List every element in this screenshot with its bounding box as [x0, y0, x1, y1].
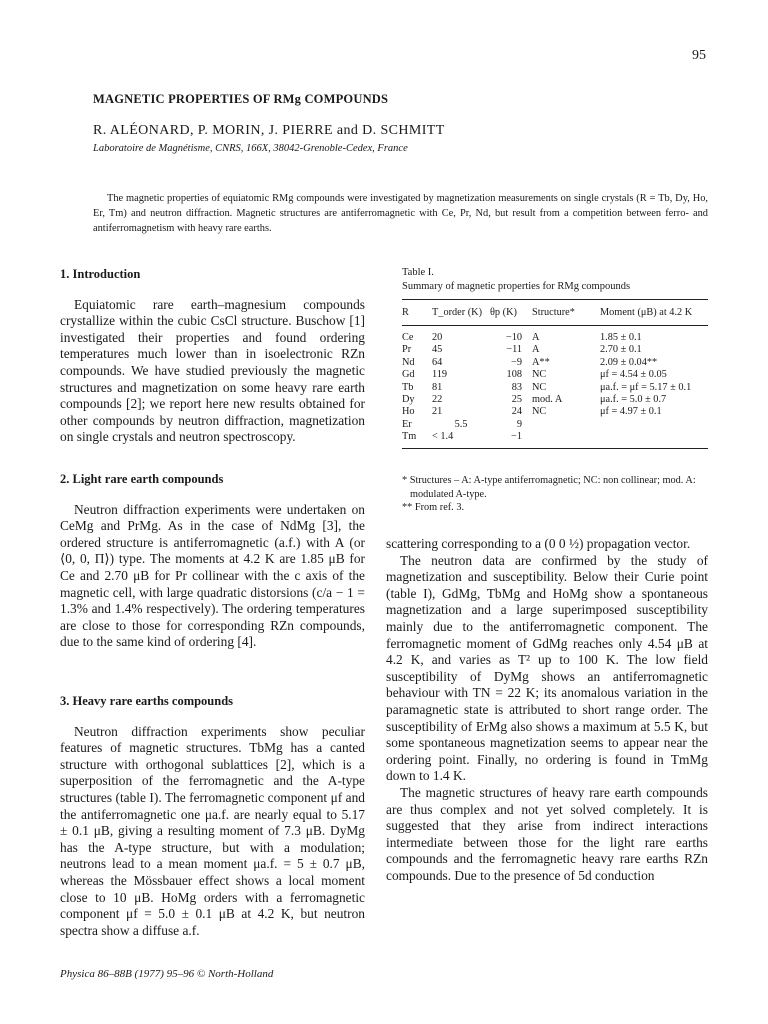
- authors: R. ALÉONARD, P. MORIN, J. PIERRE and D. SCHMITT: [93, 123, 445, 138]
- footnote: ** From ref. 3.: [402, 502, 465, 513]
- affiliation: Laboratoire de Magnétisme, CNRS, 166X, 38042-Grenoble-Cedex, France: [93, 143, 408, 154]
- paragraph: Equiatomic rare earth–magnesium compounds crystallize within the cubic CsCl structure. Buschow [1] investigated their properties and found ordering temperatures much lower than in isoelectronic RZn compounds. We have studied previously the magnetic structures and magnetization on some heavy rare earth compounds [2]; we report here new results obtained for other compounds by neutron diffraction, magnetization on single crystals and neutron spectroscopy.: [60, 296, 365, 445]
- cell: μa.f. = 5.0 ± 0.7: [600, 394, 667, 406]
- paragraph: The magnetic structures of heavy rare earth compounds are thus complex and not yet solved completely. It is suggested that they arise from indirect interactions intermediate between those for the light rare earths compounds and the ferromagnetic heavy rare earths RZn compounds. Due to the presence of 5d conduction: [386, 784, 708, 883]
- table-row: [402, 431, 708, 448]
- cell: μf = 4.54 ± 0.05: [600, 369, 667, 381]
- col-header: T_order (K): [432, 300, 490, 326]
- col-header: R: [402, 300, 432, 326]
- cell: Dy: [402, 394, 415, 406]
- cell: −9: [511, 356, 522, 368]
- abstract: The magnetic properties of equiatomic RMg compounds were investigated by magnetization measurements on single crystals (R = Tb, Dy, Ho, Er, Tm) and neutron diffraction. Magnetic structures are antiferromagnetic with Ce, Pr, Nd, but result from a competition between ferro- and antiferromagnetism with heavy rare earths.: [93, 193, 708, 234]
- footnote: * Structures – A: A-type antiferromagnetic; NC: non collinear; mod. A: modulated A-type.: [402, 475, 696, 500]
- cell: [600, 419, 708, 431]
- cell: NC: [532, 369, 547, 381]
- cell: Nd: [402, 356, 415, 368]
- cell: [532, 419, 600, 431]
- table-row: [402, 394, 708, 406]
- paragraph: Neutron diffraction experiments show peculiar features of magnetic structures. TbMg has a canted structure with orthogonal sublattices [2], which is a superposition of the ferromagnetic and the A-type structures (table I). The ferromagnetic component μf and the antiferromagnetic one μa.f. are nearly equal to 5.17 ± 0.1 μB, giving a resulting moment of 7.3 μB. DyMg has the A-type structure, but with a modulation; neutrons lead to a mean moment μa.f. = 5 ± 0.7 μB, whereas the Mössbauer effect shows a local moment close to 10 μB. HoMg orders with a ferromagnetic component μf = 5.0 ± 0.1 μB at 4.2 K, but neutron spectra show a diffuse a.f.: [60, 723, 365, 938]
- cell: NC: [532, 406, 547, 418]
- table-label: Table I.: [402, 267, 434, 278]
- section-introduction: [60, 266, 365, 446]
- cell: mod. A: [532, 394, 563, 406]
- cell: [600, 431, 708, 448]
- cell: 20: [432, 332, 443, 343]
- cell: μa.f. = μf = 5.17 ± 0.1: [600, 381, 692, 393]
- cell: 2.70 ± 0.1: [600, 344, 642, 356]
- journal-footer: Physica 86–88B (1977) 95–96 © North-Holland: [60, 968, 274, 980]
- paragraph: The neutron data are confirmed by the study of magnetization and susceptibility. Below their Curie point (table I), GdMg, TbMg and HoMg show a spontaneous magnetization and a large superimposed susceptibility mainly due to the antiferromagnetic component. The ferromagnetic moment of GdMg reaches only 4.54 μB at 4.2 K, and varies as T² up to 100 K. The low field susceptibility of DyMg shows an antiferromagnetic behaviour with TN = 22 K; its anomalous variation in the paramagnetic state is attributed to short range order. The susceptibility of ErMg also shows a maximum at 5.5 K, but some spontaneous magnetization seems to appear near the ordering point. Finally, no ordering is found in TmMg down to 1.4 K.: [386, 552, 708, 784]
- properties-table: [402, 299, 708, 449]
- cell: 21: [432, 406, 443, 418]
- section-heading: 3. Heavy rare earths compounds: [60, 694, 234, 708]
- section-light-rare-earth: [60, 471, 365, 651]
- page-number: 95: [692, 48, 706, 63]
- cell: 22: [432, 394, 443, 406]
- cell: NC: [532, 381, 547, 393]
- cell: < 1.4: [432, 431, 490, 448]
- section-heading: 2. Light rare earth compounds: [60, 472, 224, 486]
- table-row: [402, 406, 708, 418]
- cell: A: [532, 332, 540, 343]
- table-caption: [402, 266, 630, 294]
- cell: 2.09 ± 0.04**: [600, 356, 658, 368]
- table-row: [402, 419, 708, 431]
- cell: μf = 4.97 ± 0.1: [600, 406, 662, 418]
- cell: Tm: [402, 431, 432, 448]
- section-heavy-rare-earths: [60, 693, 365, 939]
- cell: −10: [505, 332, 522, 343]
- cell: −11: [506, 344, 522, 356]
- cell: A: [532, 344, 540, 356]
- cell: 83: [511, 381, 522, 393]
- cell: 24: [511, 406, 522, 418]
- table-row: [402, 369, 708, 381]
- paragraph: scattering corresponding to a (0 0 ½) propagation vector.: [386, 536, 691, 551]
- cell: 108: [506, 369, 522, 381]
- cell: Pr: [402, 344, 412, 356]
- col-header: Structure*: [532, 300, 600, 326]
- cell: 5.5: [454, 418, 468, 430]
- col-header: θp (K): [490, 300, 532, 326]
- cell: Er: [402, 418, 412, 430]
- cell: Gd: [402, 369, 415, 381]
- cell: −1: [490, 431, 532, 448]
- cell: 1.85 ± 0.1: [600, 332, 642, 343]
- cell: 45: [432, 344, 443, 356]
- table-row: [402, 357, 708, 369]
- col-header: Moment (μB) at 4.2 K: [600, 300, 708, 326]
- paragraph: Neutron diffraction experiments were undertaken on CeMg and PrMg. As in the case of NdMg [3], the ordered structure is antiferromagnetic (a.f.) with A (or ⟨0, 0, Π⟩) type. The moments at 4.2 K are 1.85 μB for Ce and 2.70 μB for Pr collinear with the c axis of the magnetic cell, with large quadratic distorsions (c/a − 1 = 1.3% and 1.4% respectively). The ordering temperatures are close to those for corresponding RZn compounds, due to the same kind of ordering [4].: [60, 501, 365, 650]
- section-heading: 1. Introduction: [60, 267, 141, 281]
- cell: 25: [511, 394, 522, 406]
- cell: [532, 431, 600, 448]
- table-row: [402, 382, 708, 394]
- table-row: [402, 344, 708, 356]
- cell: 119: [432, 369, 448, 381]
- table-row: [402, 326, 708, 345]
- table-footnotes: [402, 474, 708, 515]
- right-column-text: [386, 536, 708, 884]
- cell: A**: [532, 356, 550, 368]
- table-title: Summary of magnetic properties for RMg compounds: [402, 281, 631, 292]
- paper-title: MAGNETIC PROPERTIES OF RMg COMPOUNDS: [93, 92, 389, 106]
- table-header-row: [402, 300, 708, 326]
- cell: 9: [516, 418, 522, 430]
- cell: Ce: [402, 332, 414, 343]
- cell: Ho: [402, 406, 415, 418]
- cell: Tb: [402, 381, 414, 393]
- cell: 64: [432, 356, 443, 368]
- cell: 81: [432, 381, 443, 393]
